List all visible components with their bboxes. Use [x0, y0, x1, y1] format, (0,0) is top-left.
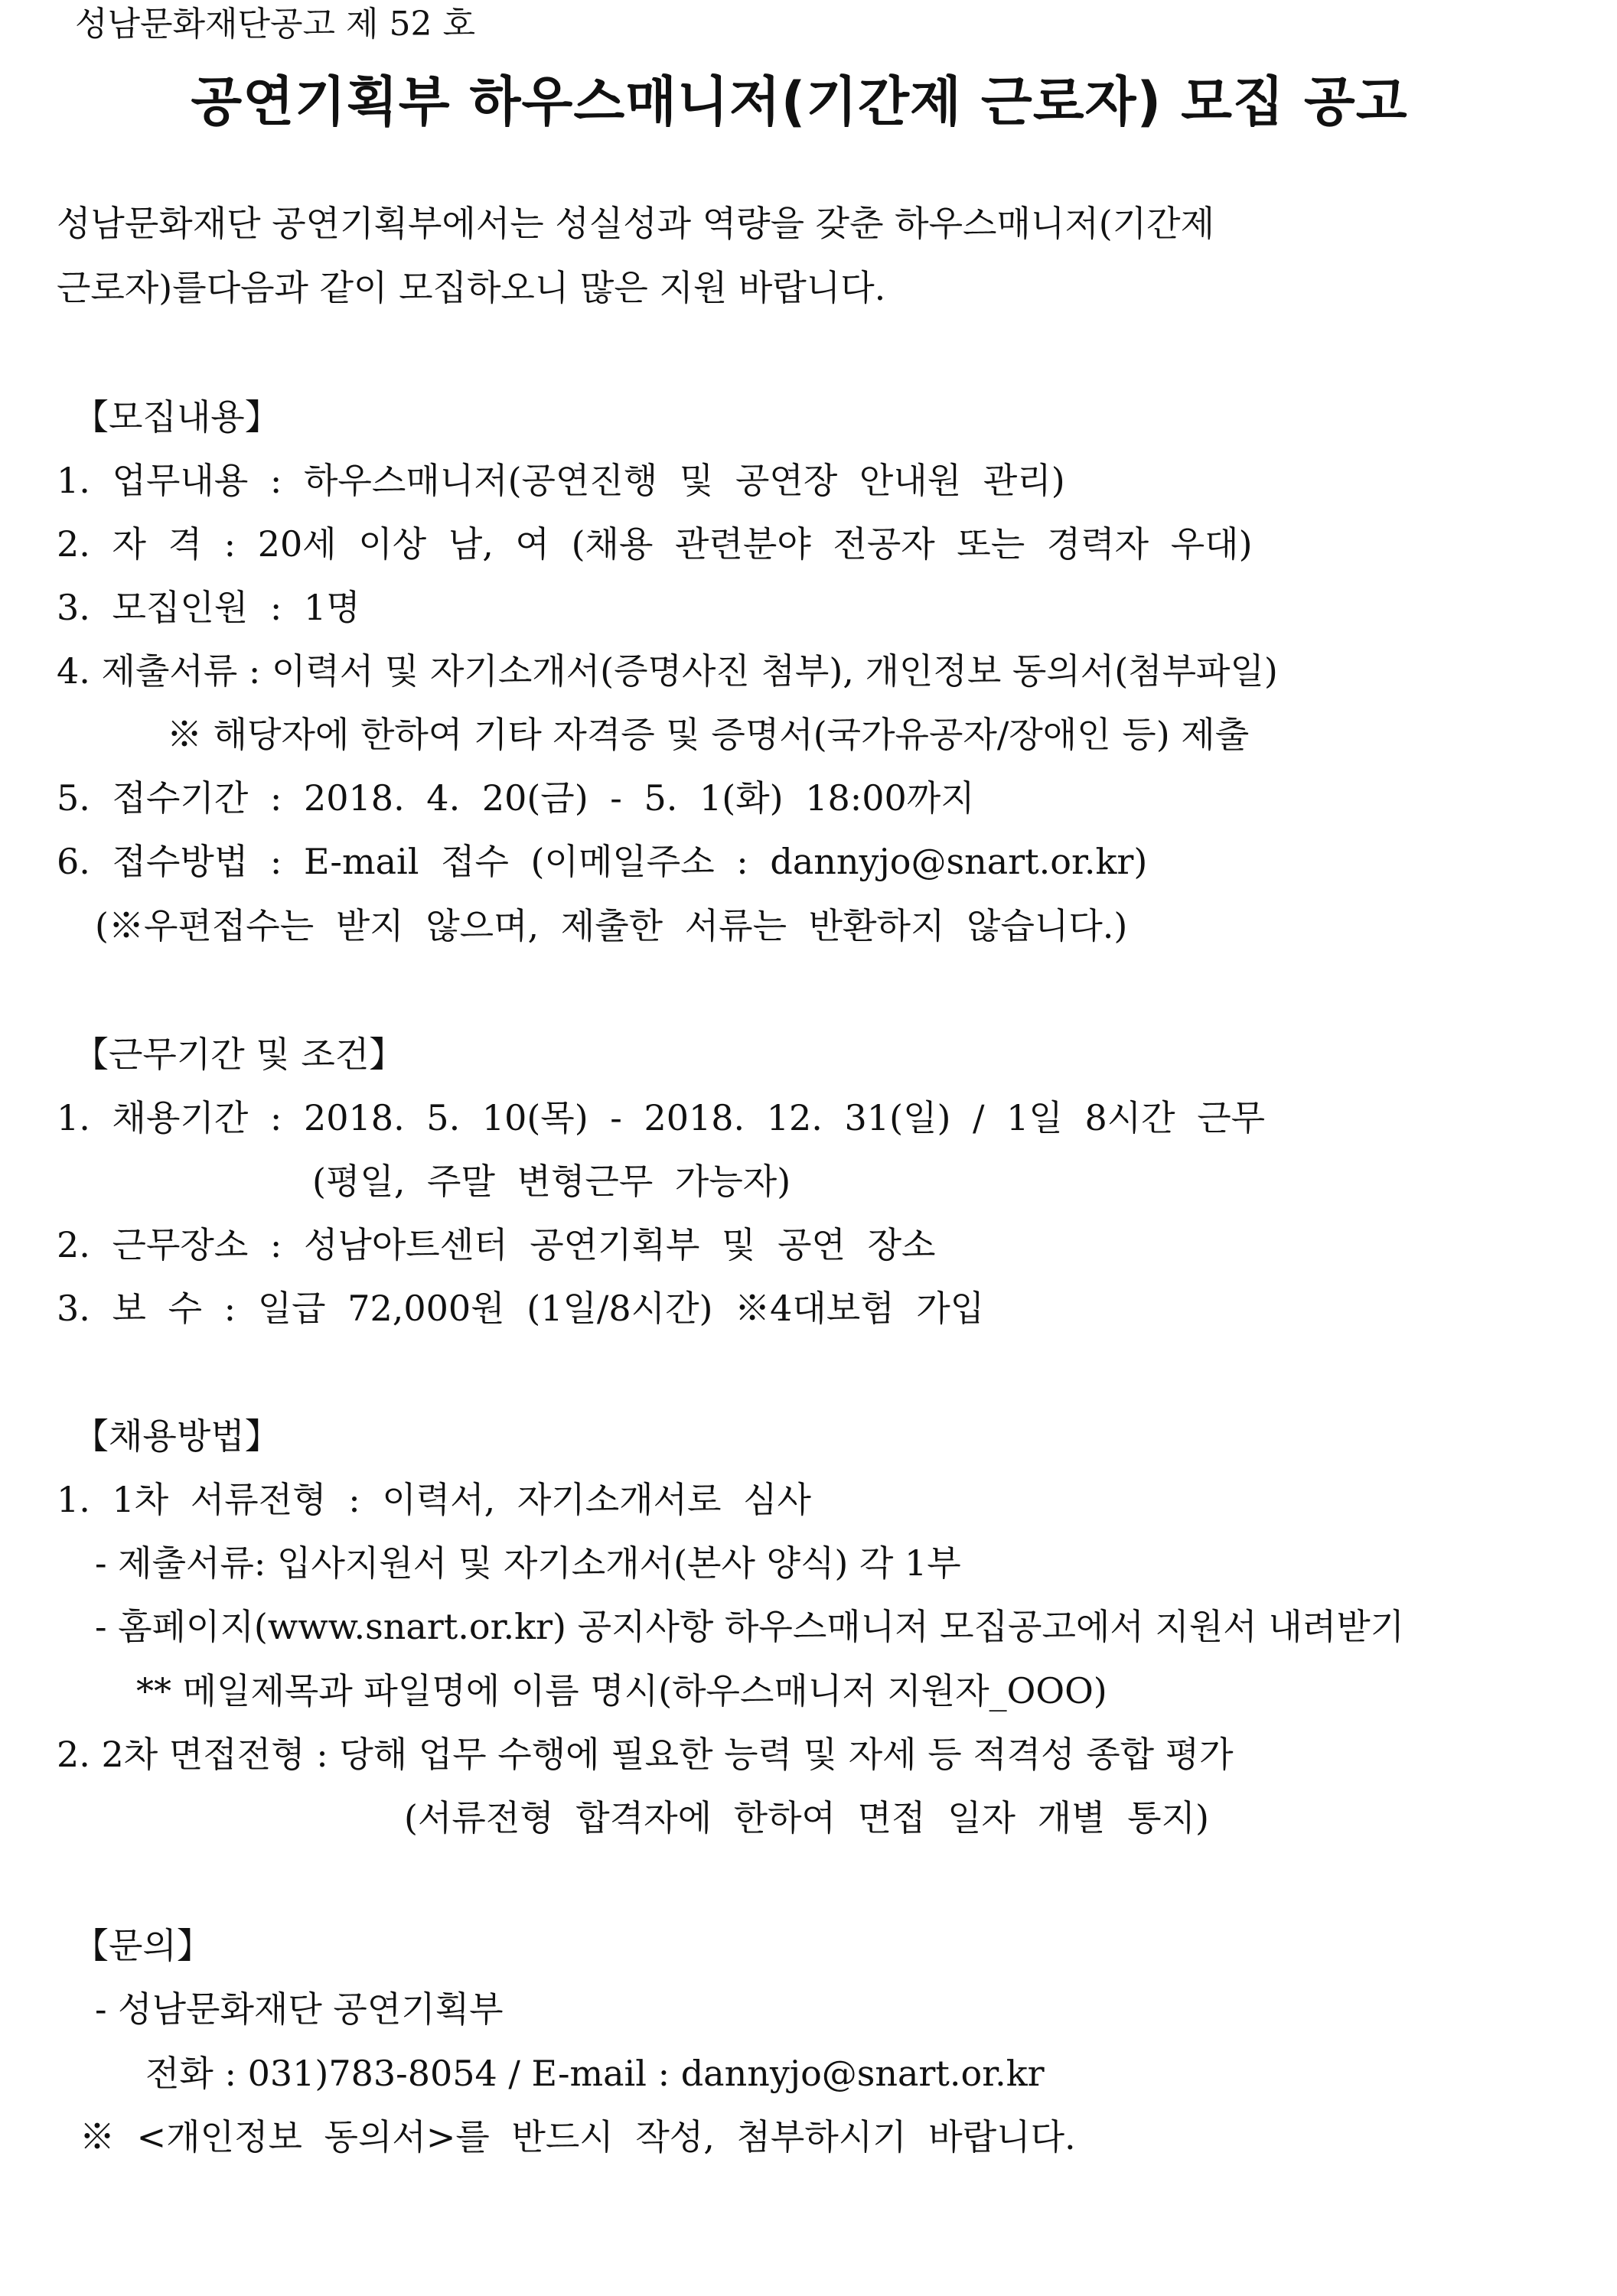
work-conditions-note: (평일, 주말 변형근무 가능자): [312, 1161, 791, 1202]
work-conditions-item: 3. 보 수 : 일급 72,000원 (1일/8시간) ※4대보험 가입: [57, 1288, 985, 1329]
recruitment-item: 2. 자 격 : 20세 이상 남, 여 (채용 관련분야 전공자 또는 경력자 우대): [57, 523, 1253, 565]
inquiry-heading: 【문의】: [73, 1925, 212, 1966]
recruitment-heading: 【모집내용】: [73, 396, 280, 438]
intro-line-1: 성남문화재단 공연기획부에서는 성실성과 역량을 갖춘 하우스매니저(기간제: [57, 203, 1215, 244]
hiring-method-subitem: - 제출서류: 입사지원서 및 자기소개서(본사 양식) 각 1부: [95, 1542, 961, 1584]
hiring-method-subitem: - 홈페이지(www.snart.or.kr) 공지사항 하우스매니저 모집공고에서 지원서 내려받기: [95, 1606, 1405, 1647]
page-title: 공연기획부 하우스매니저(기간제 근로자) 모집 공고: [191, 70, 1408, 133]
intro-line-2: 근로자)를다음과 같이 모집하오니 많은 지원 바랍니다.: [57, 267, 886, 308]
recruitment-item: 4. 제출서류 : 이력서 및 자기소개서(증명사진 첨부), 개인정보 동의서(첨부파일): [57, 650, 1278, 692]
work-conditions-heading: 【근무기간 및 조건】: [73, 1034, 405, 1075]
recruitment-item: 1. 업무내용 : 하우스매니저(공연진행 및 공연장 안내원 관리): [57, 460, 1065, 501]
recruitment-note: ※ 해당자에 한하여 기타 자격증 및 증명서(국가유공자/장애인 등) 제출: [167, 714, 1250, 755]
inquiry-contact: 전화 : 031)783-8054 / E-mail : dannyjo@snart.or.kr: [145, 2053, 1045, 2094]
recruitment-item: 5. 접수기간 : 2018. 4. 20(금) - 5. 1(화) 18:00까지: [57, 777, 975, 819]
work-conditions-item: 2. 근무장소 : 성남아트센터 공연기획부 및 공연 장소: [57, 1224, 936, 1265]
hiring-method-note: (서류전형 합격자에 한하여 면접 일자 개별 통지): [404, 1797, 1209, 1838]
recruitment-item: 3. 모집인원 : 1명: [57, 587, 360, 628]
hiring-method-heading: 【채용방법】: [73, 1415, 280, 1457]
work-conditions-item: 1. 채용기간 : 2018. 5. 10(목) - 2018. 12. 31(일) / 1일 8시간 근무: [57, 1097, 1266, 1138]
inquiry-department: - 성남문화재단 공연기획부: [95, 1988, 504, 2030]
inquiry-consent-note: ※ <개인정보 동의서>를 반드시 작성, 첨부하시기 바랍니다.: [80, 2116, 1076, 2158]
hiring-method-item: 1. 1차 서류전형 : 이력서, 자기소개서로 심사: [57, 1479, 811, 1520]
hiring-method-item: 2. 2차 면접전형 : 당해 업무 수행에 필요한 능력 및 자세 등 적격성 종합 평가: [57, 1734, 1234, 1775]
notice-number: 성남문화재단공고 제 52 호: [75, 5, 475, 44]
hiring-method-note: ** 메일제목과 파일명에 이름 명시(하우스매니저 지원자_OOO): [136, 1670, 1107, 1711]
recruitment-note: (※우편접수는 받지 않으며, 제출한 서류는 반환하지 않습니다.): [95, 905, 1128, 946]
recruitment-item: 6. 접수방법 : E-mail 접수 (이메일주소 : dannyjo@snart.or.kr): [57, 841, 1148, 882]
